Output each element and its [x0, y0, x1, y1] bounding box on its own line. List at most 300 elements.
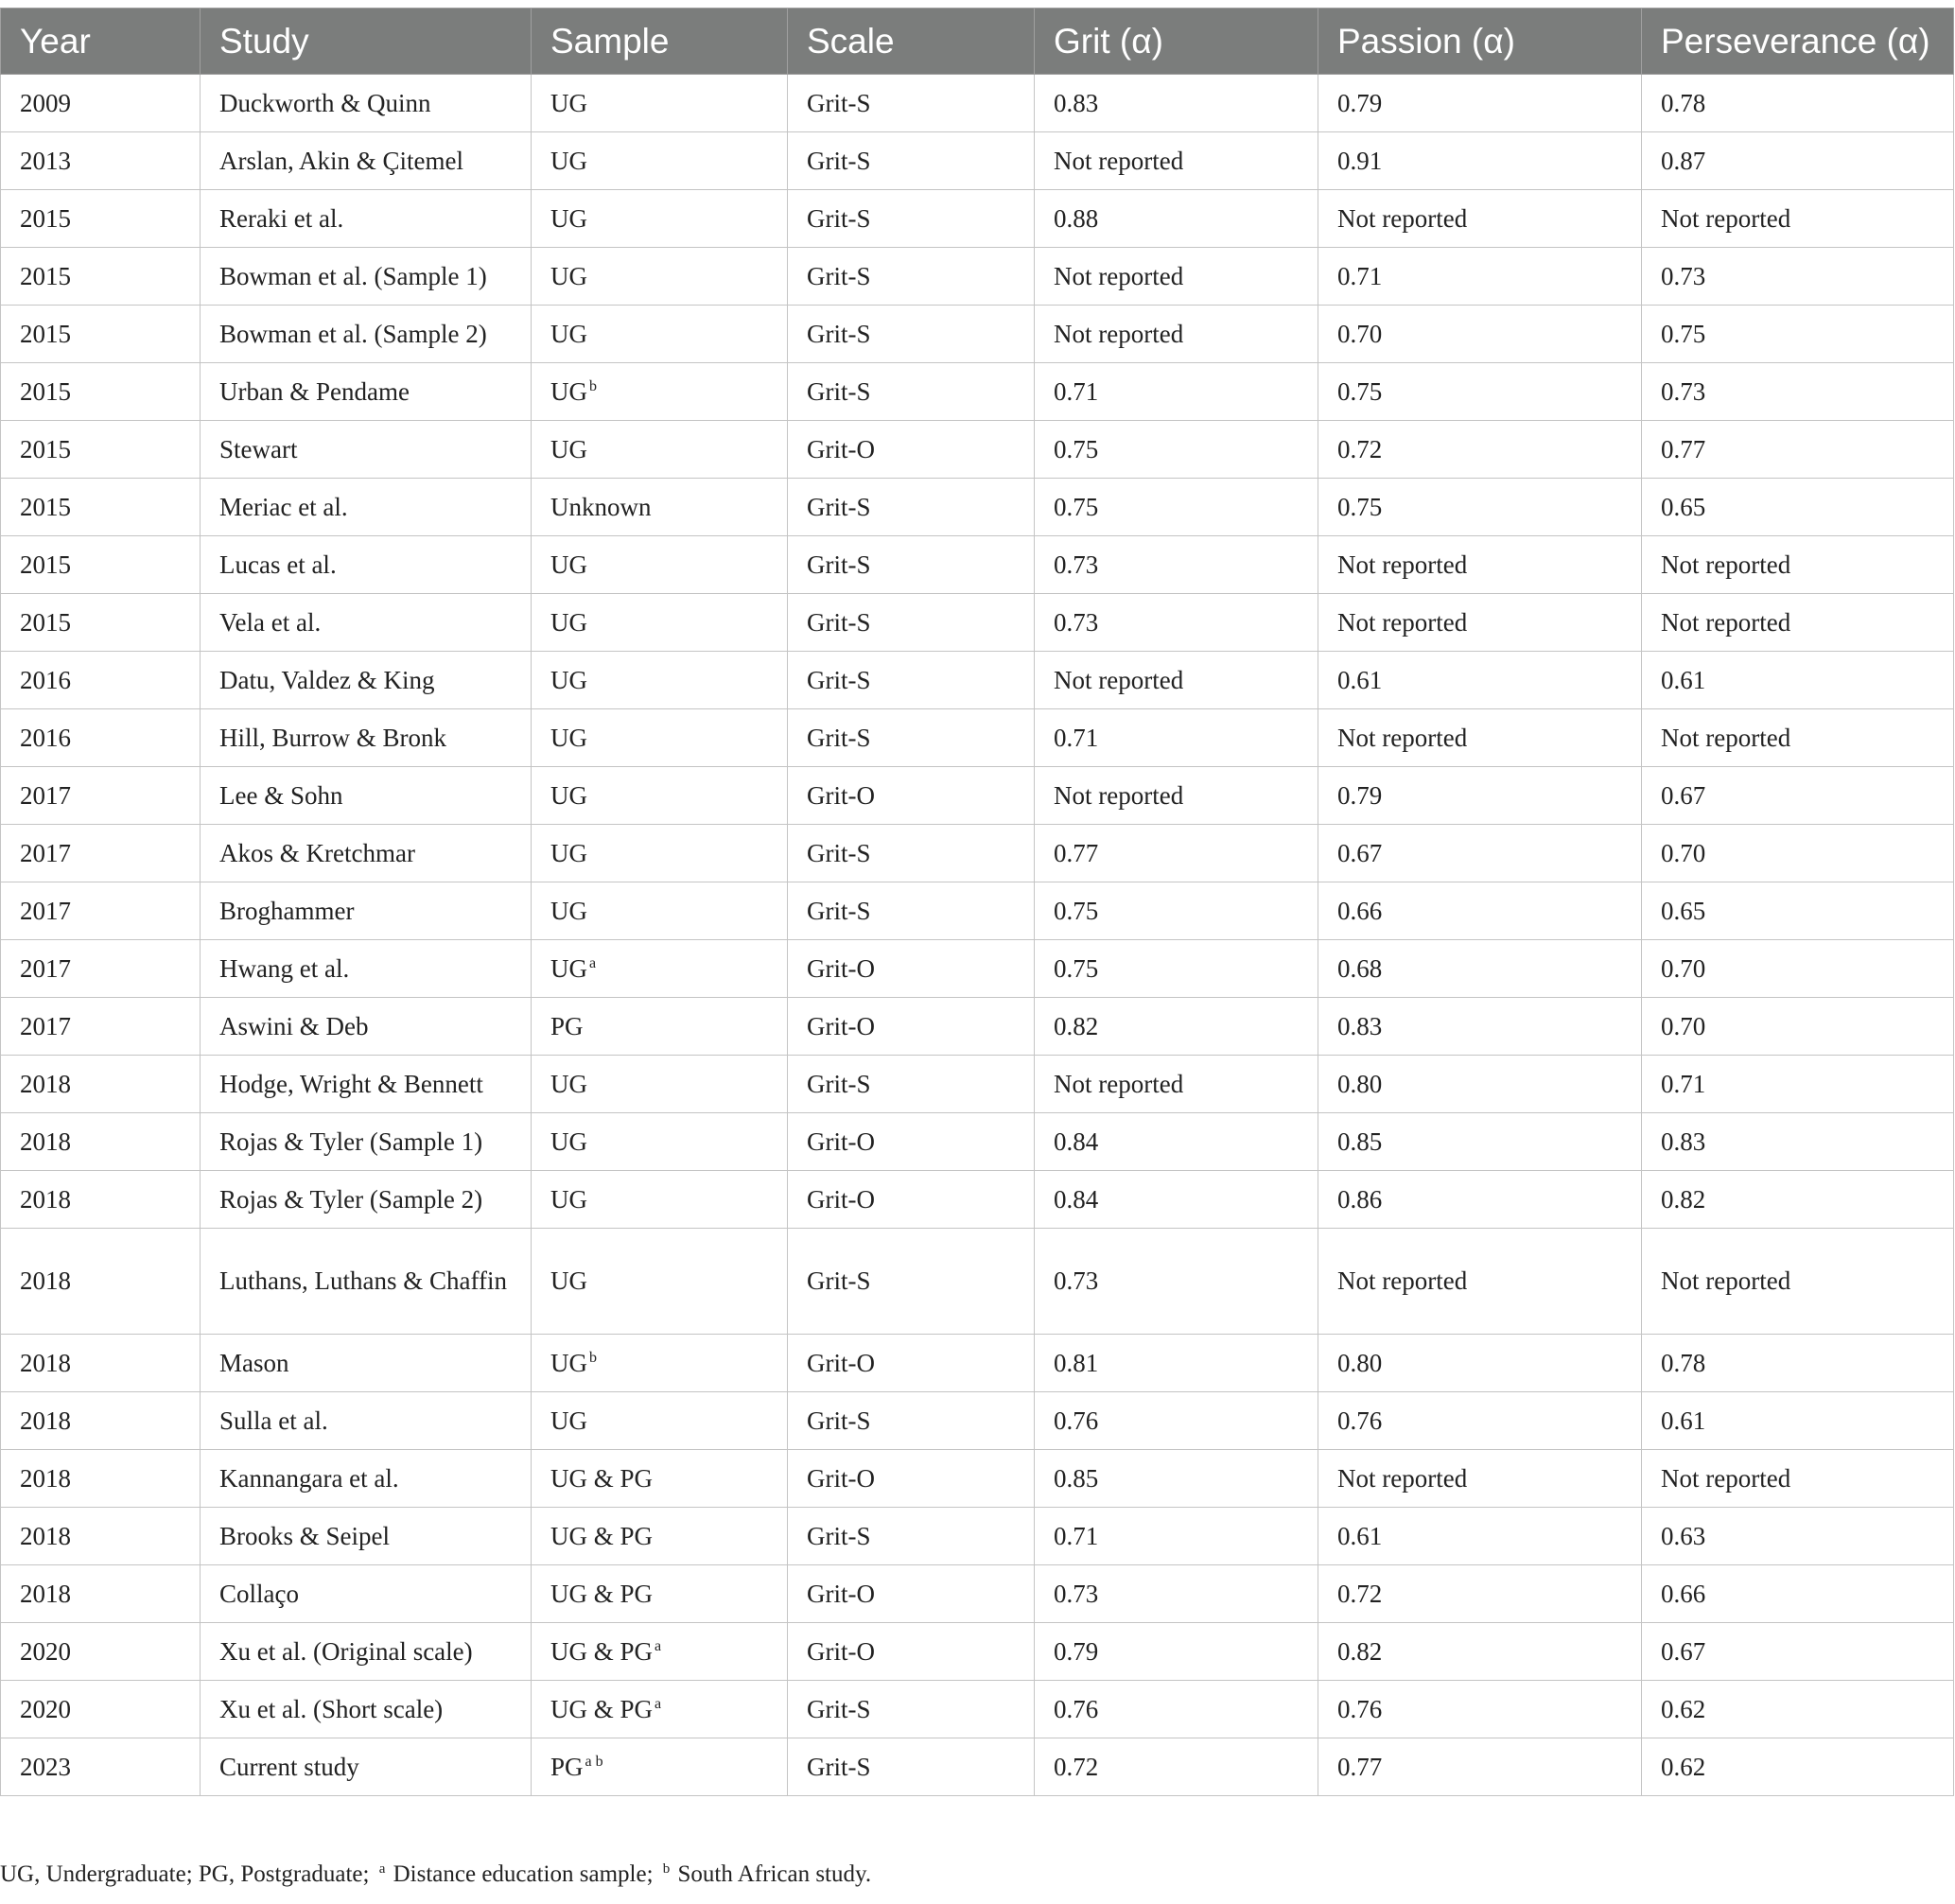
- cell-scale: [788, 1623, 1035, 1681]
- table-row: [1, 1565, 1954, 1623]
- cell-sample: [532, 306, 788, 363]
- cell-grit-alpha-text: 0.83: [1054, 88, 1099, 117]
- cell-study: [201, 594, 532, 652]
- cell-year-text: 2017: [20, 953, 71, 983]
- cell-study: [201, 132, 532, 190]
- cell-study-text: Duckworth & Quinn: [219, 88, 431, 117]
- cell-passion-alpha: [1318, 479, 1642, 536]
- cell-year-text: 2015: [20, 319, 71, 348]
- cell-passion-alpha-text: 0.68: [1337, 953, 1383, 983]
- cell-year-text: 2015: [20, 434, 71, 463]
- cell-perseverance-alpha: [1642, 767, 1954, 825]
- cell-sample: [532, 594, 788, 652]
- cell-sample-text: UG: [550, 896, 587, 925]
- cell-perseverance-alpha-text: 0.78: [1661, 1348, 1706, 1377]
- cell-sample: [532, 1229, 788, 1335]
- cell-study: [201, 1508, 532, 1565]
- cell-scale: [788, 1565, 1035, 1623]
- cell-study: [201, 652, 532, 709]
- cell-year: [1, 1335, 201, 1392]
- cell-passion-alpha: [1318, 825, 1642, 882]
- cell-sample-text: UG & PG: [550, 1636, 654, 1666]
- cell-scale-text: Grit-S: [807, 1069, 871, 1098]
- cell-grit-alpha-text: 0.76: [1054, 1406, 1099, 1435]
- cell-passion-alpha: [1318, 1565, 1642, 1623]
- cell-scale: [788, 1335, 1035, 1392]
- cell-study: [201, 1171, 532, 1229]
- cell-grit-alpha: [1035, 1738, 1318, 1796]
- sample-footnote-marker: a b: [585, 1753, 603, 1770]
- cell-study: [201, 1335, 532, 1392]
- cell-study-text: Sulla et al.: [219, 1406, 328, 1435]
- cell-scale: [788, 536, 1035, 594]
- cell-perseverance-alpha-text: 0.78: [1661, 88, 1706, 117]
- cell-sample-text: UG: [550, 838, 587, 867]
- footnote-b-mark: b: [662, 1861, 671, 1877]
- cell-year: [1, 652, 201, 709]
- cell-year: [1, 940, 201, 998]
- cell-passion-alpha-text: 0.67: [1337, 838, 1383, 867]
- cell-passion-alpha-text: 0.71: [1337, 261, 1383, 290]
- cell-year: [1, 190, 201, 248]
- cell-sample: [532, 767, 788, 825]
- cell-study-text: Hwang et al.: [219, 953, 350, 983]
- cell-grit-alpha: [1035, 1681, 1318, 1738]
- footnote-a-mark: a: [378, 1861, 386, 1877]
- cell-study-text: Stewart: [219, 434, 298, 463]
- cell-sample-text: UG & PG: [550, 1694, 654, 1723]
- cell-scale-text: Grit-O: [807, 1579, 875, 1608]
- cell-grit-alpha: [1035, 1623, 1318, 1681]
- cell-year-text: 2015: [20, 607, 71, 637]
- cell-passion-alpha: [1318, 1508, 1642, 1565]
- cell-grit-alpha-text: 0.75: [1054, 896, 1099, 925]
- cell-study: [201, 536, 532, 594]
- cell-grit-alpha: [1035, 1335, 1318, 1392]
- cell-grit-alpha: [1035, 248, 1318, 306]
- cell-year-text: 2018: [20, 1521, 71, 1550]
- cell-scale-text: Grit-O: [807, 1184, 875, 1214]
- cell-study-text: Reraki et al.: [219, 203, 344, 233]
- cell-study: [201, 709, 532, 767]
- cell-perseverance-alpha: [1642, 652, 1954, 709]
- cell-passion-alpha: [1318, 882, 1642, 940]
- cell-perseverance-alpha: [1642, 75, 1954, 132]
- cell-scale: [788, 306, 1035, 363]
- cell-perseverance-alpha-text: 0.67: [1661, 780, 1706, 810]
- table-row: [1, 1335, 1954, 1392]
- cell-passion-alpha-text: Not reported: [1337, 550, 1468, 579]
- cell-scale: [788, 190, 1035, 248]
- cell-year-text: 2018: [20, 1579, 71, 1608]
- cell-passion-alpha: [1318, 306, 1642, 363]
- sample-footnote-marker: a: [655, 1637, 662, 1654]
- table-row: [1, 767, 1954, 825]
- cell-study: [201, 767, 532, 825]
- cell-year: [1, 1229, 201, 1335]
- cell-sample-text: UG: [550, 1069, 587, 1098]
- cell-study: [201, 1392, 532, 1450]
- cell-perseverance-alpha-text: 0.87: [1661, 146, 1706, 175]
- cell-scale: [788, 1113, 1035, 1171]
- table-row: [1, 248, 1954, 306]
- cell-perseverance-alpha: [1642, 306, 1954, 363]
- column-header-sample: Sample: [532, 9, 788, 75]
- cell-sample: [532, 1171, 788, 1229]
- cell-scale: [788, 75, 1035, 132]
- cell-sample: [532, 1565, 788, 1623]
- cell-sample: [532, 940, 788, 998]
- cell-scale-text: Grit-O: [807, 1127, 875, 1156]
- table-row: [1, 594, 1954, 652]
- cell-perseverance-alpha: [1642, 594, 1954, 652]
- cell-study-text: Datu, Valdez & King: [219, 665, 435, 694]
- cell-sample-text: UG: [550, 550, 587, 579]
- cell-grit-alpha: [1035, 479, 1318, 536]
- cell-sample: [532, 75, 788, 132]
- cell-scale: [788, 1450, 1035, 1508]
- cell-study-text: Vela et al.: [219, 607, 322, 637]
- cell-passion-alpha: [1318, 363, 1642, 421]
- cell-perseverance-alpha: [1642, 1738, 1954, 1796]
- cell-perseverance-alpha-text: 0.61: [1661, 665, 1706, 694]
- cell-year-text: 2017: [20, 838, 71, 867]
- cell-grit-alpha-text: Not reported: [1054, 261, 1184, 290]
- cell-year: [1, 421, 201, 479]
- cell-study: [201, 940, 532, 998]
- cell-year-text: 2017: [20, 780, 71, 810]
- table-row: [1, 132, 1954, 190]
- cell-perseverance-alpha-text: Not reported: [1661, 607, 1791, 637]
- cell-grit-alpha-text: 0.73: [1054, 550, 1099, 579]
- cell-grit-alpha-text: 0.82: [1054, 1011, 1099, 1040]
- cell-perseverance-alpha: [1642, 1056, 1954, 1113]
- cell-grit-alpha: [1035, 709, 1318, 767]
- column-header-passion: Passion (α): [1318, 9, 1642, 75]
- cell-passion-alpha-text: 0.79: [1337, 780, 1383, 810]
- cell-sample: [532, 1335, 788, 1392]
- cell-year-text: 2013: [20, 146, 71, 175]
- table-row: [1, 1681, 1954, 1738]
- cell-study-text: Aswini & Deb: [219, 1011, 369, 1040]
- cell-passion-alpha-text: 0.75: [1337, 376, 1383, 406]
- cell-year-text: 2018: [20, 1127, 71, 1156]
- cell-scale-text: Grit-S: [807, 1266, 871, 1295]
- cell-grit-alpha-text: Not reported: [1054, 1069, 1184, 1098]
- cell-passion-alpha-text: 0.72: [1337, 1579, 1383, 1608]
- footnote-abbreviations: UG, Undergraduate; PG, Postgraduate;: [0, 1861, 370, 1887]
- cell-scale: [788, 248, 1035, 306]
- column-header-study: Study: [201, 9, 532, 75]
- table-row: [1, 306, 1954, 363]
- cell-scale: [788, 882, 1035, 940]
- cell-grit-alpha: [1035, 594, 1318, 652]
- cell-year-text: 2018: [20, 1184, 71, 1214]
- cell-grit-alpha-text: 0.71: [1054, 723, 1099, 752]
- cell-study: [201, 1229, 532, 1335]
- cell-year: [1, 998, 201, 1056]
- cell-sample: [532, 248, 788, 306]
- cell-passion-alpha: [1318, 652, 1642, 709]
- cell-scale-text: Grit-S: [807, 492, 871, 521]
- cell-perseverance-alpha: [1642, 709, 1954, 767]
- cell-year: [1, 825, 201, 882]
- cell-perseverance-alpha: [1642, 363, 1954, 421]
- cell-sample: [532, 882, 788, 940]
- cell-grit-alpha: [1035, 1450, 1318, 1508]
- cell-scale: [788, 479, 1035, 536]
- cell-scale: [788, 132, 1035, 190]
- table-row: [1, 825, 1954, 882]
- cell-scale-text: Grit-O: [807, 1011, 875, 1040]
- cell-perseverance-alpha-text: Not reported: [1661, 203, 1791, 233]
- cell-study: [201, 1450, 532, 1508]
- cell-passion-alpha-text: Not reported: [1337, 203, 1468, 233]
- cell-sample-text: UG & PG: [550, 1579, 654, 1608]
- cell-passion-alpha: [1318, 998, 1642, 1056]
- cell-passion-alpha: [1318, 248, 1642, 306]
- cell-grit-alpha-text: Not reported: [1054, 780, 1184, 810]
- cell-passion-alpha: [1318, 1171, 1642, 1229]
- table-row: [1, 1171, 1954, 1229]
- cell-grit-alpha-text: 0.77: [1054, 838, 1099, 867]
- cell-perseverance-alpha: [1642, 1565, 1954, 1623]
- sample-footnote-marker: b: [589, 377, 597, 394]
- cell-scale-text: Grit-S: [807, 1521, 871, 1550]
- cell-year: [1, 594, 201, 652]
- cell-perseverance-alpha-text: 0.83: [1661, 1127, 1706, 1156]
- cell-grit-alpha-text: 0.71: [1054, 376, 1099, 406]
- cell-sample: [532, 363, 788, 421]
- cell-perseverance-alpha-text: 0.70: [1661, 1011, 1706, 1040]
- cell-perseverance-alpha-text: Not reported: [1661, 1463, 1791, 1493]
- cell-perseverance-alpha-text: Not reported: [1661, 550, 1791, 579]
- cell-year-text: 2015: [20, 376, 71, 406]
- cell-grit-alpha-text: 0.88: [1054, 203, 1099, 233]
- cell-year: [1, 248, 201, 306]
- cell-grit-alpha-text: 0.75: [1054, 434, 1099, 463]
- table-row: [1, 421, 1954, 479]
- cell-study: [201, 882, 532, 940]
- cell-study: [201, 1681, 532, 1738]
- cell-passion-alpha-text: 0.61: [1337, 1521, 1383, 1550]
- cell-year: [1, 709, 201, 767]
- cell-scale-text: Grit-O: [807, 1636, 875, 1666]
- cell-sample: [532, 1392, 788, 1450]
- cell-passion-alpha-text: 0.80: [1337, 1069, 1383, 1098]
- cell-scale-text: Grit-S: [807, 146, 871, 175]
- cell-passion-alpha-text: Not reported: [1337, 607, 1468, 637]
- cell-perseverance-alpha: [1642, 1171, 1954, 1229]
- cell-sample-text: UG: [550, 1406, 587, 1435]
- cell-perseverance-alpha-text: 0.63: [1661, 1521, 1706, 1550]
- cell-study-text: Bowman et al. (Sample 1): [219, 261, 487, 290]
- cell-grit-alpha-text: 0.73: [1054, 1579, 1099, 1608]
- cell-scale-text: Grit-S: [807, 838, 871, 867]
- cell-perseverance-alpha: [1642, 1450, 1954, 1508]
- cell-passion-alpha-text: 0.72: [1337, 434, 1383, 463]
- cell-grit-alpha: [1035, 190, 1318, 248]
- cell-perseverance-alpha-text: 0.82: [1661, 1184, 1706, 1214]
- cell-sample-text: UG: [550, 665, 587, 694]
- cell-grit-alpha: [1035, 940, 1318, 998]
- cell-grit-alpha-text: 0.81: [1054, 1348, 1099, 1377]
- cell-study-text: Lee & Sohn: [219, 780, 343, 810]
- cell-year: [1, 1171, 201, 1229]
- cell-perseverance-alpha: [1642, 825, 1954, 882]
- cell-perseverance-alpha-text: 0.62: [1661, 1694, 1706, 1723]
- column-header-scale: Scale: [788, 9, 1035, 75]
- sample-footnote-marker: b: [589, 1349, 597, 1366]
- cell-grit-alpha-text: 0.73: [1054, 1266, 1099, 1295]
- cell-sample: [532, 190, 788, 248]
- cell-sample: [532, 1056, 788, 1113]
- cell-study: [201, 306, 532, 363]
- cell-year: [1, 479, 201, 536]
- cell-study-text: Rojas & Tyler (Sample 1): [219, 1127, 483, 1156]
- cell-grit-alpha-text: Not reported: [1054, 146, 1184, 175]
- cell-sample: [532, 132, 788, 190]
- cell-perseverance-alpha-text: 0.70: [1661, 953, 1706, 983]
- cell-scale: [788, 998, 1035, 1056]
- cell-sample-text: UG & PG: [550, 1521, 654, 1550]
- cell-year-text: 2020: [20, 1636, 71, 1666]
- cell-perseverance-alpha-text: Not reported: [1661, 723, 1791, 752]
- cell-passion-alpha-text: 0.83: [1337, 1011, 1383, 1040]
- cell-year-text: 2015: [20, 550, 71, 579]
- cell-sample: [532, 1681, 788, 1738]
- cell-sample: [532, 825, 788, 882]
- cell-study: [201, 998, 532, 1056]
- cell-passion-alpha: [1318, 1056, 1642, 1113]
- cell-study: [201, 75, 532, 132]
- cell-sample-text: UG: [550, 1266, 587, 1295]
- table-footnote: [0, 1861, 871, 1888]
- cell-perseverance-alpha-text: 0.65: [1661, 896, 1706, 925]
- cell-passion-alpha: [1318, 1335, 1642, 1392]
- cell-scale-text: Grit-S: [807, 319, 871, 348]
- cell-study-text: Xu et al. (Short scale): [219, 1694, 444, 1723]
- cell-year-text: 2018: [20, 1406, 71, 1435]
- cell-passion-alpha: [1318, 1113, 1642, 1171]
- cell-sample: [532, 1113, 788, 1171]
- cell-passion-alpha: [1318, 1681, 1642, 1738]
- cell-sample: [532, 652, 788, 709]
- cell-year: [1, 1681, 201, 1738]
- cell-perseverance-alpha: [1642, 1681, 1954, 1738]
- cell-scale-text: Grit-S: [807, 607, 871, 637]
- cell-sample: [532, 1450, 788, 1508]
- cell-grit-alpha-text: 0.71: [1054, 1521, 1099, 1550]
- cell-grit-alpha-text: 0.75: [1054, 953, 1099, 983]
- cell-scale-text: Grit-O: [807, 953, 875, 983]
- cell-scale: [788, 825, 1035, 882]
- cell-study-text: Rojas & Tyler (Sample 2): [219, 1184, 483, 1214]
- cell-study-text: Lucas et al.: [219, 550, 337, 579]
- cell-scale-text: Grit-O: [807, 434, 875, 463]
- cell-year: [1, 363, 201, 421]
- cell-study: [201, 363, 532, 421]
- cell-grit-alpha: [1035, 132, 1318, 190]
- table-row: [1, 1738, 1954, 1796]
- cell-sample-text: UG: [550, 88, 587, 117]
- cell-scale-text: Grit-S: [807, 1694, 871, 1723]
- cell-grit-alpha: [1035, 998, 1318, 1056]
- cell-grit-alpha: [1035, 825, 1318, 882]
- cell-study-text: Arslan, Akin & Çitemel: [219, 146, 463, 175]
- cell-year: [1, 767, 201, 825]
- cell-scale: [788, 421, 1035, 479]
- cell-year-text: 2018: [20, 1348, 71, 1377]
- cell-study: [201, 825, 532, 882]
- cell-grit-alpha: [1035, 767, 1318, 825]
- cell-scale-text: Grit-S: [807, 723, 871, 752]
- cell-sample: [532, 479, 788, 536]
- cell-sample-text: UG: [550, 434, 587, 463]
- cell-sample-text: UG: [550, 1348, 587, 1377]
- cell-study-text: Urban & Pendame: [219, 376, 410, 406]
- grit-reliability-table-container: [0, 8, 1955, 1796]
- cell-passion-alpha: [1318, 594, 1642, 652]
- cell-grit-alpha: [1035, 1508, 1318, 1565]
- cell-study-text: Akos & Kretchmar: [219, 838, 415, 867]
- cell-year-text: 2015: [20, 261, 71, 290]
- cell-year-text: 2018: [20, 1266, 71, 1295]
- cell-grit-alpha: [1035, 536, 1318, 594]
- cell-scale: [788, 363, 1035, 421]
- cell-passion-alpha-text: Not reported: [1337, 1266, 1468, 1295]
- cell-perseverance-alpha: [1642, 882, 1954, 940]
- cell-study-text: Kannangara et al.: [219, 1463, 399, 1493]
- cell-perseverance-alpha-text: 0.75: [1661, 319, 1706, 348]
- cell-year-text: 2018: [20, 1069, 71, 1098]
- cell-grit-alpha: [1035, 421, 1318, 479]
- cell-sample-text: UG: [550, 376, 587, 406]
- cell-perseverance-alpha-text: Not reported: [1661, 1266, 1791, 1295]
- table-row: [1, 363, 1954, 421]
- cell-study-text: Meriac et al.: [219, 492, 348, 521]
- cell-sample-text: UG: [550, 146, 587, 175]
- cell-perseverance-alpha: [1642, 1113, 1954, 1171]
- cell-study-text: Brooks & Seipel: [219, 1521, 390, 1550]
- table-row: [1, 652, 1954, 709]
- cell-study: [201, 1738, 532, 1796]
- cell-scale: [788, 940, 1035, 998]
- cell-year: [1, 882, 201, 940]
- cell-perseverance-alpha: [1642, 1335, 1954, 1392]
- cell-sample-text: UG & PG: [550, 1463, 654, 1493]
- cell-year: [1, 132, 201, 190]
- cell-passion-alpha-text: 0.76: [1337, 1406, 1383, 1435]
- cell-year: [1, 1623, 201, 1681]
- cell-scale: [788, 1056, 1035, 1113]
- table-row: [1, 1623, 1954, 1681]
- table-row: [1, 882, 1954, 940]
- cell-passion-alpha: [1318, 421, 1642, 479]
- cell-year-text: 2017: [20, 1011, 71, 1040]
- cell-study: [201, 248, 532, 306]
- cell-perseverance-alpha: [1642, 998, 1954, 1056]
- cell-perseverance-alpha: [1642, 1392, 1954, 1450]
- table-row: [1, 1229, 1954, 1335]
- cell-sample: [532, 1623, 788, 1681]
- cell-passion-alpha-text: 0.76: [1337, 1694, 1383, 1723]
- cell-year: [1, 536, 201, 594]
- cell-study-text: Broghammer: [219, 896, 355, 925]
- cell-sample-text: UG: [550, 319, 587, 348]
- cell-passion-alpha: [1318, 709, 1642, 767]
- cell-year-text: 2023: [20, 1752, 71, 1781]
